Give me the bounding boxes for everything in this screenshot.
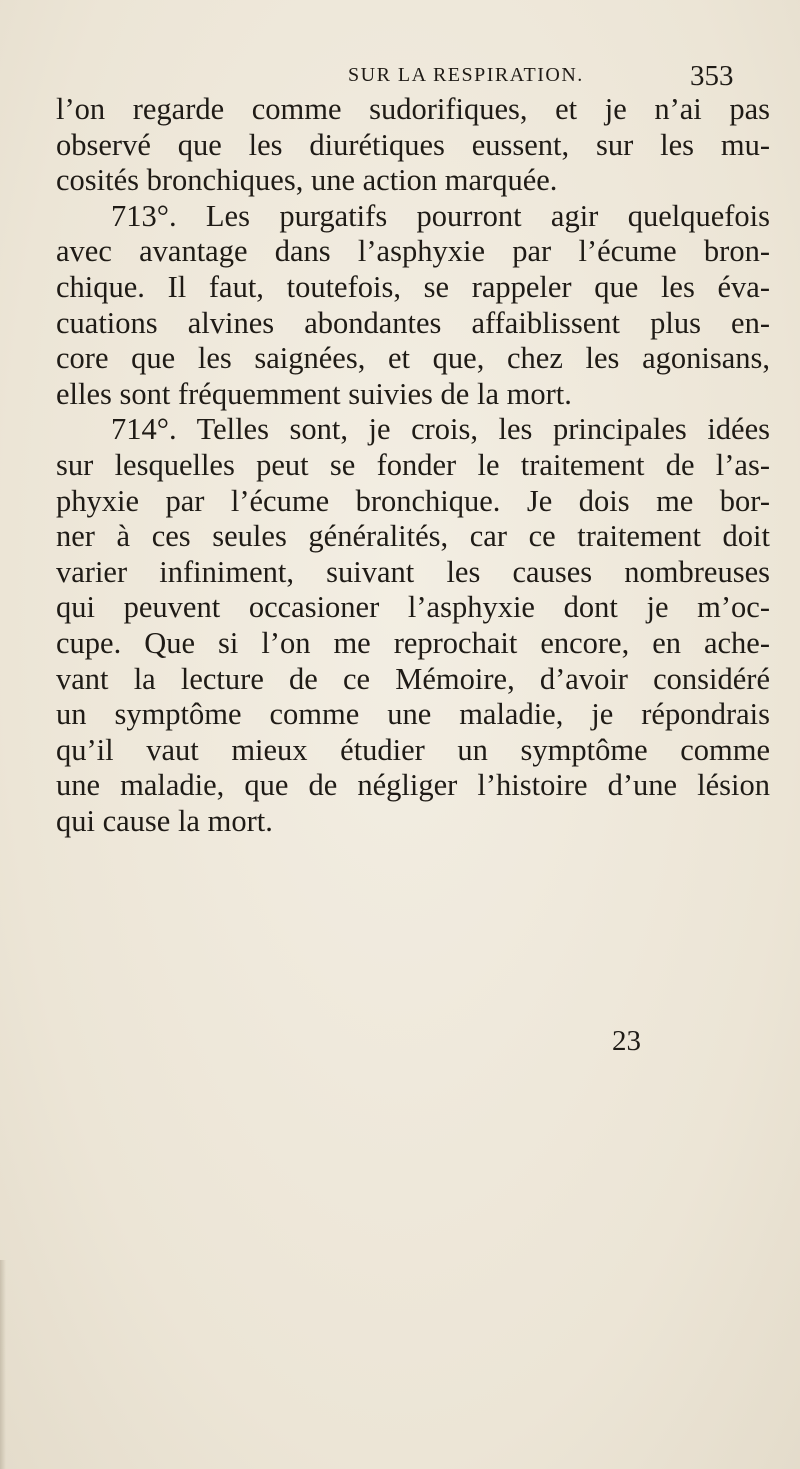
text-line: chique. Il faut, toutefois, se rappeler que les éva- [56, 269, 770, 304]
running-head: SUR LA RESPIRATION. [348, 64, 584, 86]
signature-mark: 23 [612, 1025, 641, 1057]
text-line: core que les saignées, et que, chez les agonisans, [56, 341, 770, 376]
text-line: avec avantage dans l’asphyxie par l’écume bron- [56, 234, 770, 269]
text-line: 714°. Telles sont, je crois, les principales idées [111, 412, 770, 447]
text-line: cupe. Que si l’on me reprochait encore, en ache- [56, 625, 770, 660]
page-number: 353 [690, 60, 734, 92]
page-edge-shadow [0, 1260, 6, 1469]
text-line: phyxie par l’écume bronchique. Je dois me bor- [56, 483, 770, 518]
text-line: cosités bronchiques, une action marquée. [56, 163, 558, 198]
text-line: qui peuvent occasioner l’asphyxie dont je m’oc- [56, 590, 770, 625]
text-line: un symptôme comme une maladie, je répondrais [56, 697, 770, 732]
text-line: l’on regarde comme sudorifiques, et je n’ai pas [56, 92, 770, 126]
text-line: qui cause la mort. [56, 803, 273, 838]
text-line: une maladie, que de négliger l’histoire d’une lésion [56, 768, 770, 803]
text-line: varier infiniment, suivant les causes nombreuses [56, 554, 770, 589]
text-line: elles sont fréquemment suivies de la mort. [56, 376, 572, 411]
text-line: qu’il vaut mieux étudier un symptôme comme [56, 732, 770, 767]
text-line: 713°. Les purgatifs pourront agir quelquefois [111, 198, 770, 233]
body-text [56, 92, 770, 839]
text-line: cuations alvines abondantes affaiblissent plus en- [56, 305, 770, 340]
text-line: ner à ces seules généralités, car ce traitement doit [56, 519, 770, 554]
text-line: observé que les diurétiques eussent, sur les mu- [56, 127, 770, 162]
text-line: sur lesquelles peut se fonder le traitement de l’as- [56, 447, 770, 482]
text-line: vant la lecture de ce Mémoire, d’avoir considéré [56, 661, 770, 696]
